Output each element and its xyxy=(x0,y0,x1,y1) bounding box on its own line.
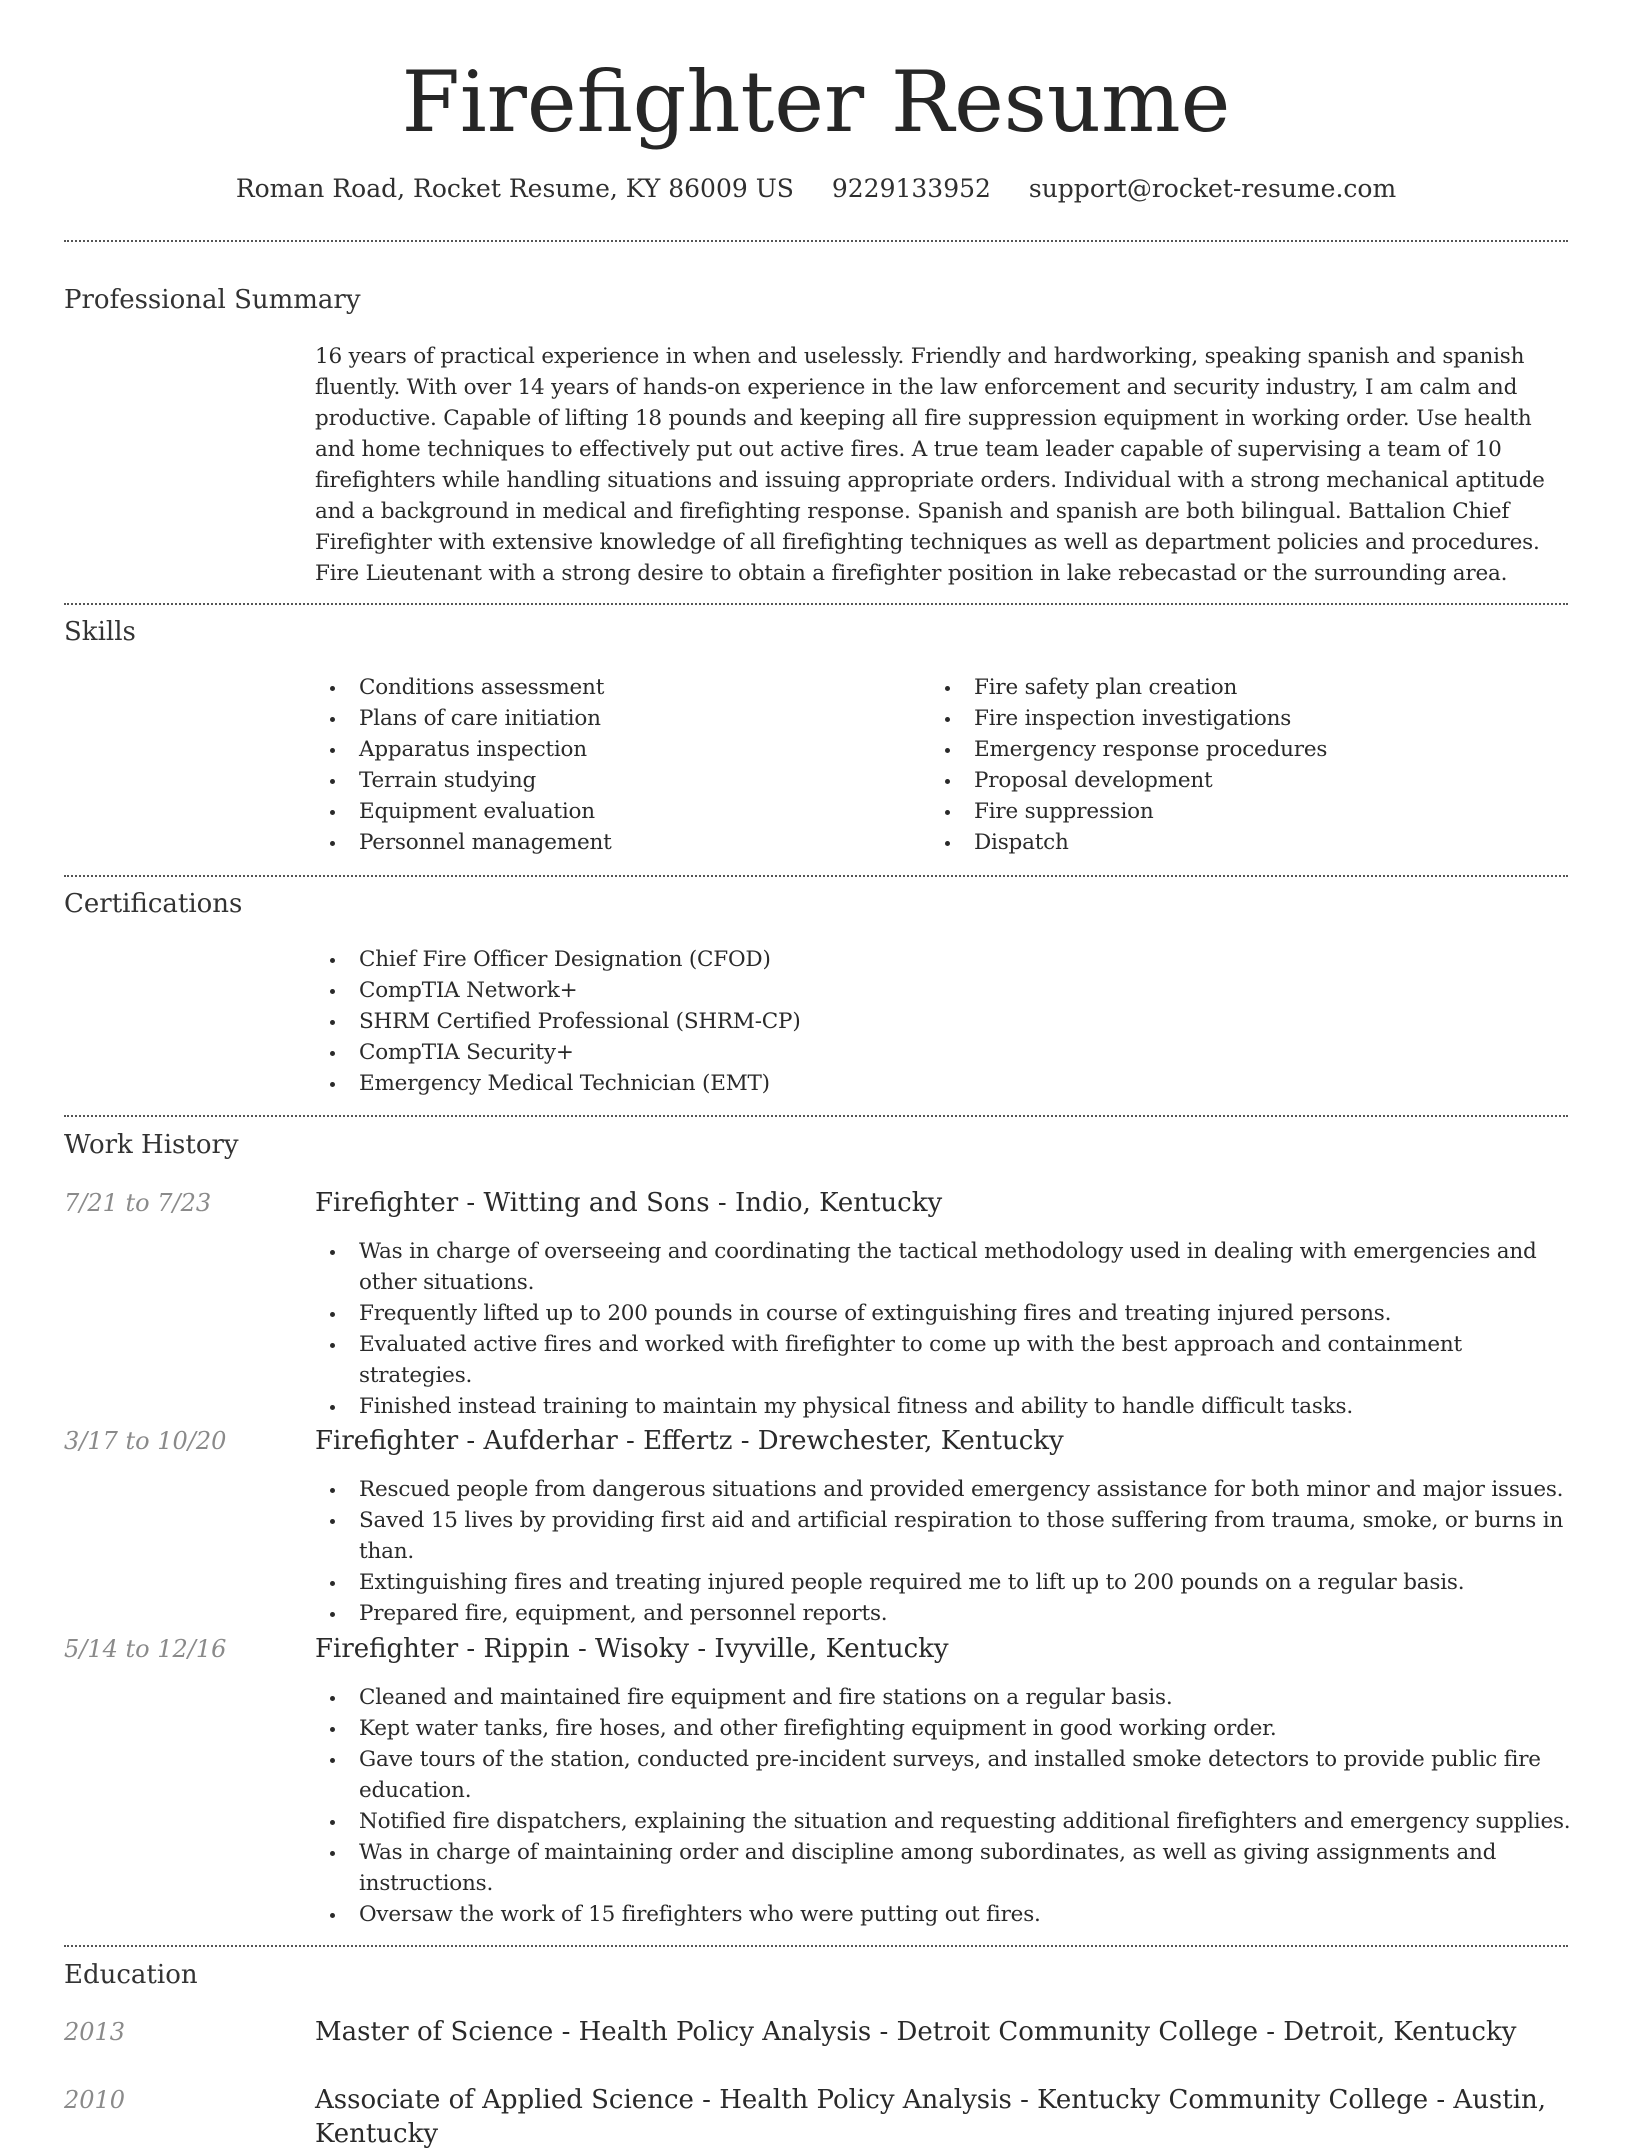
skill-item: Terrain studying xyxy=(315,765,915,796)
job-bullet: Was in charge of overseeing and coordinating the tactical methodology used in dealing with emergencies and other situations. xyxy=(315,1236,1577,1298)
section-divider xyxy=(64,1945,1568,1947)
education-title: Master of Science - Health Policy Analysis - Detroit Community College - Detroit, Kentucky xyxy=(315,2017,1517,2047)
section-divider xyxy=(64,1115,1568,1117)
certification-item: Emergency Medical Technician (EMT) xyxy=(315,1068,1565,1099)
skill-item: Fire suppression xyxy=(930,796,1550,827)
certification-item: CompTIA Network+ xyxy=(315,975,1565,1006)
job-bullet: Rescued people from dangerous situations and provided emergency assistance for both minor and major issues. xyxy=(315,1474,1605,1505)
job-dates: 5/14 to 12/16 xyxy=(64,1635,227,1663)
skill-item: Equipment evaluation xyxy=(315,796,915,827)
job-bullet: Frequently lifted up to 200 pounds in course of extinguishing fires and treating injured persons. xyxy=(315,1298,1577,1329)
skill-item: Conditions assessment xyxy=(315,672,915,703)
education-year: 2010 xyxy=(64,2086,126,2114)
contact-line xyxy=(0,172,1632,206)
job-dates: 3/17 to 10/20 xyxy=(64,1427,227,1455)
job-bullet: Finished instead training to maintain my physical fitness and ability to handle difficult tasks. xyxy=(315,1391,1577,1422)
job-bullet: Extinguishing fires and treating injured people required me to lift up to 200 pounds on a regular basis. xyxy=(315,1567,1605,1598)
skill-item: Proposal development xyxy=(930,765,1550,796)
job-bullet: Prepared fire, equipment, and personnel reports. xyxy=(315,1598,1605,1629)
skill-item: Plans of care initiation xyxy=(315,703,915,734)
skills-heading: Skills xyxy=(64,617,136,647)
job-bullets xyxy=(315,1682,1577,1930)
skill-item: Dispatch xyxy=(930,827,1550,858)
section-divider xyxy=(64,240,1568,242)
certifications-list xyxy=(315,944,1565,1099)
page-title: Firefighter Resume xyxy=(401,53,1231,151)
skills-list-left xyxy=(315,672,915,858)
skill-item: Emergency response procedures xyxy=(930,734,1550,765)
certifications-heading: Certifications xyxy=(64,889,243,919)
summary-heading: Professional Summary xyxy=(64,285,361,315)
skill-item: Fire safety plan creation xyxy=(930,672,1550,703)
job-bullet: Was in charge of maintaining order and discipline among subordinates, as well as giving assignments and instructions. xyxy=(315,1837,1577,1899)
skills-list-right xyxy=(930,672,1550,858)
certification-item: CompTIA Security+ xyxy=(315,1037,1565,1068)
job-title: Firefighter - Witting and Sons - Indio, Kentucky xyxy=(315,1188,943,1218)
job-bullet: Saved 15 lives by providing first aid and artificial respiration to those suffering from trauma, smoke, or burns in than. xyxy=(315,1505,1605,1567)
certification-item: Chief Fire Officer Designation (CFOD) xyxy=(315,944,1565,975)
certification-item: SHRM Certified Professional (SHRM-CP) xyxy=(315,1006,1565,1037)
skill-item: Personnel management xyxy=(315,827,915,858)
job-bullets xyxy=(315,1474,1605,1629)
job-title: Firefighter - Aufderhar - Effertz - Drewchester, Kentucky xyxy=(315,1426,1064,1456)
summary-text: 16 years of practical experience in when and uselessly. Friendly and hardworking, speaking spanish and spanish fluently. With over 14 years of hands-on experience in the law enforcement and security industry, I am calm and productive. Capable of lifting 18 pounds and keeping all fire suppression equipment in working order. Use health and home techniques to effectively put out active fires. A true team leader capable of supervising a team of 10 firefighters while handling situations and issuing appropriate orders. Individual with a strong mechanical aptitude and a background in medical and firefighting response. Spanish and spanish are both bilingual. Battalion Chief Firefighter with extensive knowledge of all firefighting techniques as well as department policies and procedures. Fire Lieutenant with a strong desire to obtain a firefighter position in lake rebecastad or the surrounding area. xyxy=(315,344,1545,586)
job-bullet: Evaluated active fires and worked with firefighter to come up with the best approach and containment strategies. xyxy=(315,1329,1577,1391)
skill-item: Fire inspection investigations xyxy=(930,703,1550,734)
education-title: Associate of Applied Science - Health Policy Analysis - Kentucky Community College - Austin, Kentucky xyxy=(315,2085,1547,2149)
education-year: 2013 xyxy=(64,2018,126,2046)
skill-item: Apparatus inspection xyxy=(315,734,915,765)
education-heading: Education xyxy=(64,1960,198,1990)
job-bullet: Notified fire dispatchers, explaining the situation and requesting additional firefighters and emergency supplies. xyxy=(315,1806,1577,1837)
job-bullets xyxy=(315,1236,1577,1422)
job-bullet: Oversaw the work of 15 firefighters who were putting out fires. xyxy=(315,1899,1577,1930)
job-dates: 7/21 to 7/23 xyxy=(64,1189,212,1217)
job-bullet: Gave tours of the station, conducted pre-incident surveys, and installed smoke detectors to provide public fire education. xyxy=(315,1744,1577,1806)
section-divider xyxy=(64,875,1568,877)
job-bullet: Kept water tanks, fire hoses, and other firefighting equipment in good working order. xyxy=(315,1713,1577,1744)
section-divider xyxy=(64,603,1568,605)
contact-address: Roman Road, Rocket Resume, KY 86009 US xyxy=(235,174,794,203)
job-title: Firefighter - Rippin - Wisoky - Ivyville, Kentucky xyxy=(315,1634,949,1664)
work-heading: Work History xyxy=(64,1130,239,1160)
contact-phone: 9229133952 xyxy=(831,174,991,203)
job-bullet: Cleaned and maintained fire equipment and fire stations on a regular basis. xyxy=(315,1682,1577,1713)
contact-email: support@rocket-resume.com xyxy=(1028,174,1397,203)
